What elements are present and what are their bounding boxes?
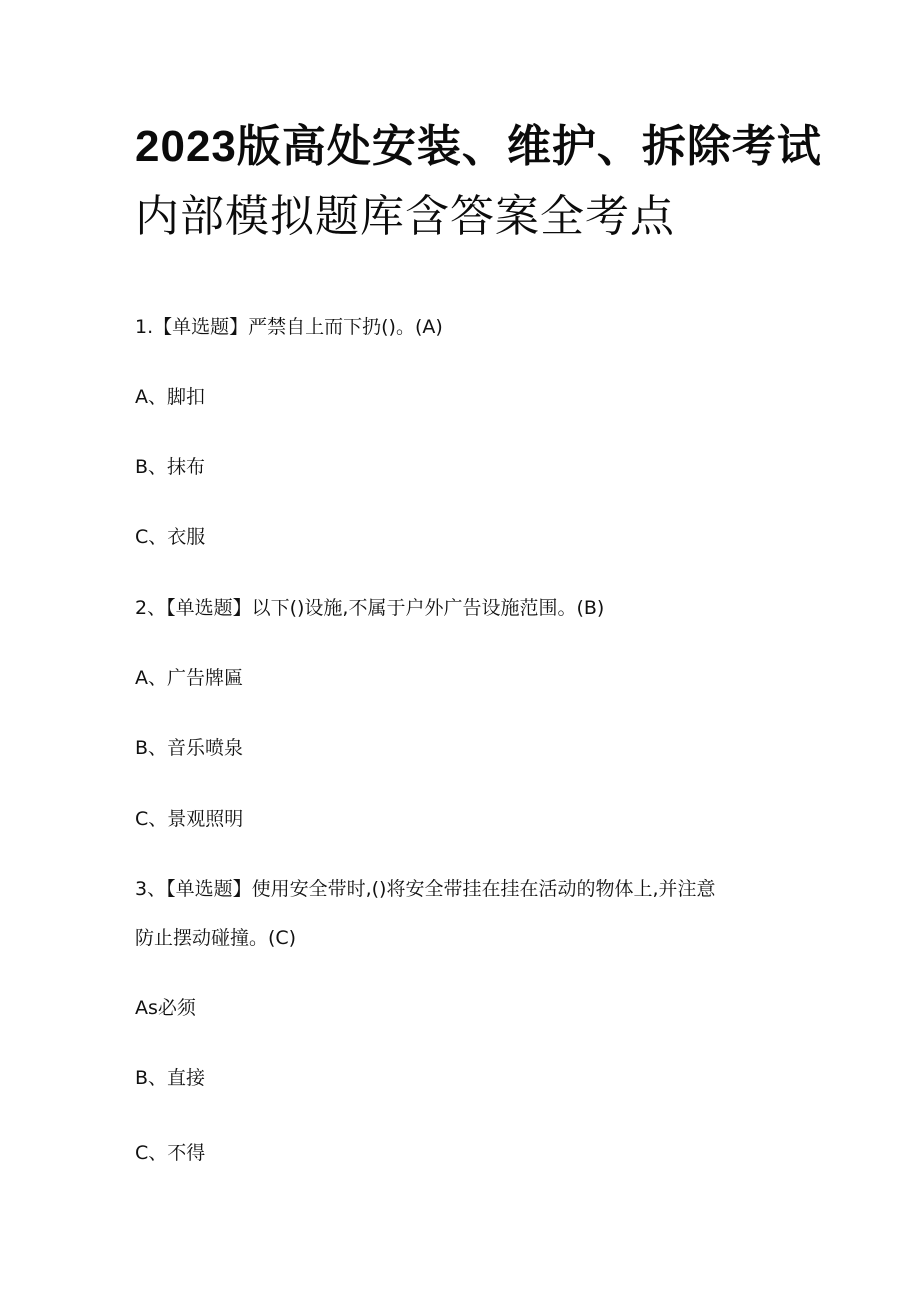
title-line-1-text: 版高处安装、维护、拆除考试 <box>236 121 822 172</box>
question-1-option-b: B、抹布 <box>135 456 206 478</box>
question-3-option-b: B、直接 <box>135 1067 206 1089</box>
question-3-option-a: As必须 <box>135 997 196 1019</box>
document-title-line-2: 内部模拟题库含答案全考点 <box>135 191 675 242</box>
question-3-option-c: C、不得 <box>135 1142 206 1164</box>
document-title-line-1 <box>135 116 822 178</box>
question-2-stem: 2、【单选题】以下()设施,不属于户外广告设施范围。(B) <box>135 597 605 619</box>
question-3-stem-line-1: 3、【单选题】使用安全带时,()将安全带挂在挂在活动的物体上,并注意 <box>135 878 716 900</box>
question-1-stem: 1.【单选题】严禁自上而下扔()。(A) <box>135 316 443 338</box>
title-year: 2023 <box>135 122 237 171</box>
question-2-option-b: B、音乐喷泉 <box>135 737 244 759</box>
question-3-stem-line-2: 防止摆动碰撞。(C) <box>135 927 297 949</box>
question-2-option-c: C、景观照明 <box>135 808 244 830</box>
question-2-option-a: A、广告牌匾 <box>135 667 243 689</box>
question-1-option-c: C、衣服 <box>135 526 206 548</box>
question-1-option-a: A、脚扣 <box>135 386 205 408</box>
